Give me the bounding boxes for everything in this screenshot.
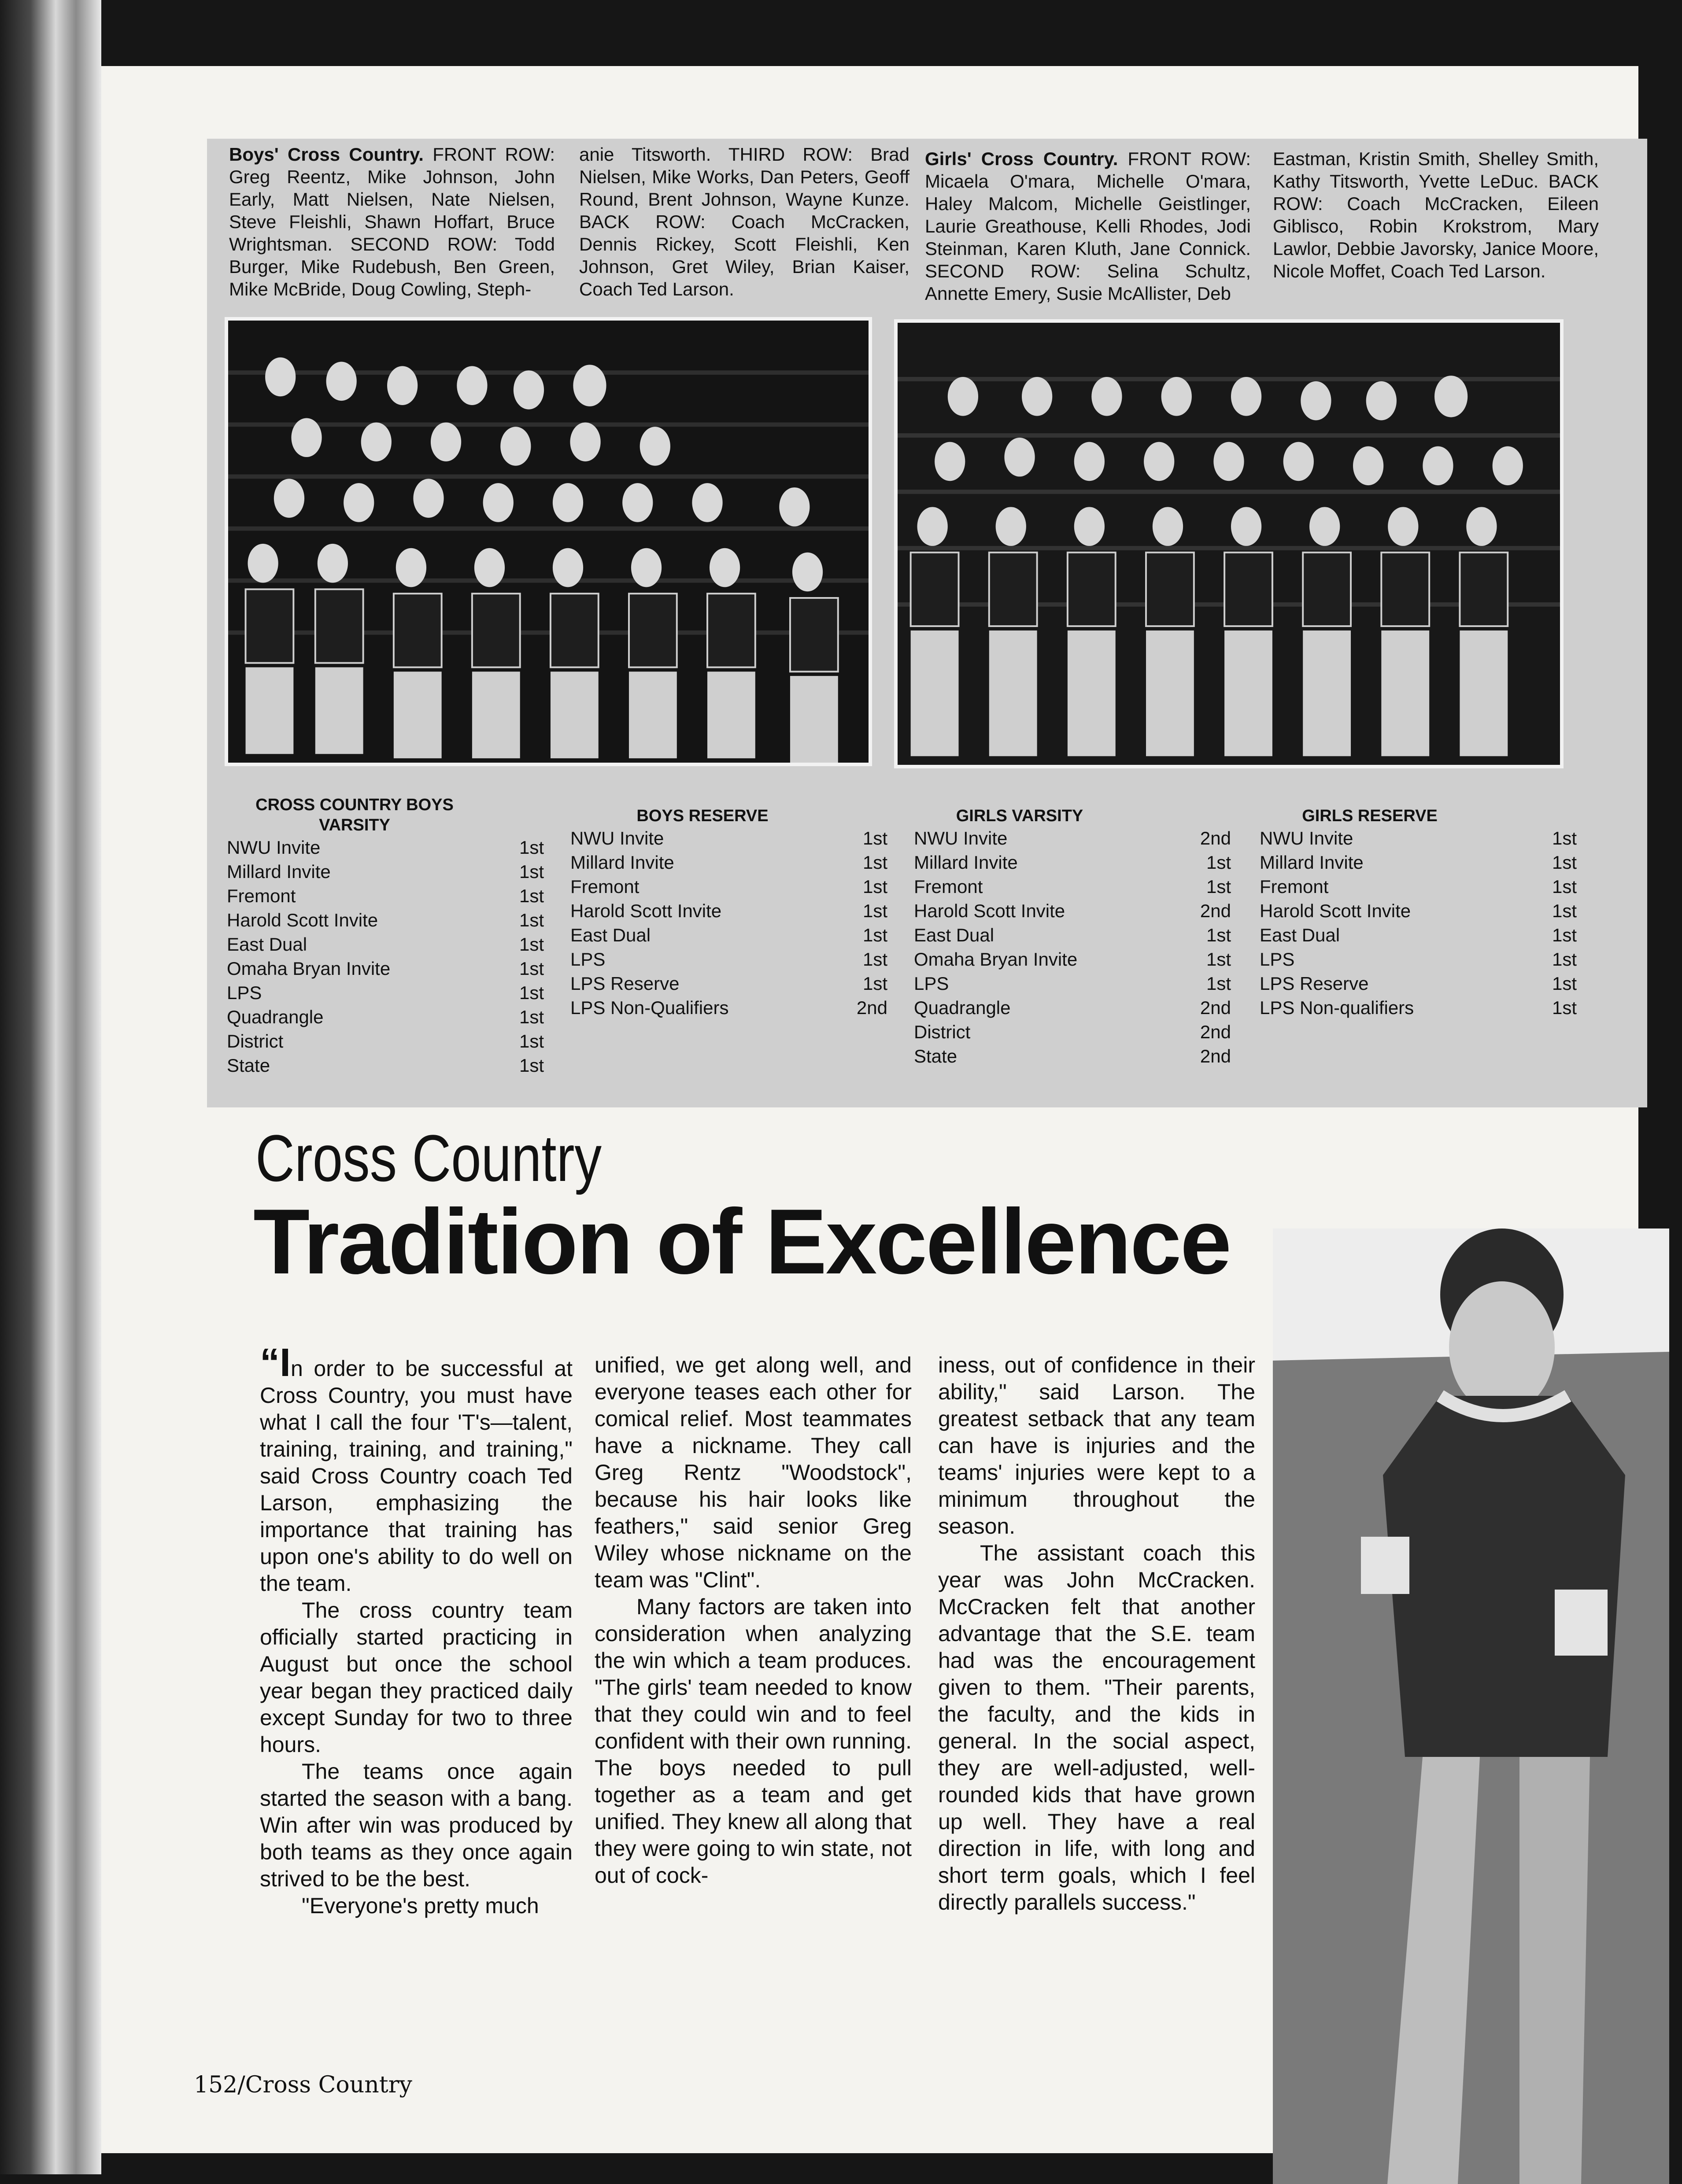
results-girls-reserve (1260, 806, 1577, 1020)
girls-caption-label: Girls' Cross Country. (925, 148, 1118, 169)
girls-team-photo-image (898, 323, 1560, 765)
results-row (1260, 874, 1577, 899)
results-row (914, 850, 1231, 874)
meet-name: LPS Non-Qualifiers (570, 997, 729, 1018)
meet-place: 1st (862, 828, 887, 849)
results-row (227, 835, 544, 860)
meet-place: 2nd (1200, 1022, 1231, 1042)
meet-name: NWU Invite (1260, 828, 1353, 849)
meet-place: 1st (1552, 997, 1577, 1018)
page-folio: 152/Cross Country (194, 2072, 412, 2098)
results-row (914, 996, 1231, 1020)
meet-name: Omaha Bryan Invite (914, 949, 1078, 970)
meet-name: Millard Invite (570, 852, 674, 873)
yearbook-page (101, 66, 1638, 2153)
meet-place: 1st (1552, 925, 1577, 945)
boys-caption-text-2: anie Titsworth. THIRD ROW: Brad Nielsen, Mike Works, Dan Peters, Geoff Round, Brent Johnson, Wayne Kunze. BACK ROW: Coach McCracken, Dennis Rickey, Scott Fleishli, Ken Johnson, Gret Wiley, Brian Kaiser, Coach Ted Larson. (579, 144, 909, 299)
boys-caption-label: Boys' Cross Country. (229, 144, 424, 165)
meet-name: District (914, 1022, 971, 1042)
results-boys-varsity (227, 795, 544, 1077)
results-row (227, 860, 544, 884)
meet-place: 2nd (1200, 828, 1231, 849)
results-row (570, 996, 887, 1020)
meet-place: 1st (519, 1055, 544, 1076)
girls-caption-col2 (1273, 148, 1599, 282)
results-row (914, 899, 1231, 923)
results-row (1260, 971, 1577, 996)
meet-name: Harold Scott Invite (227, 910, 378, 930)
results-row (914, 947, 1231, 971)
results-row (570, 947, 887, 971)
meet-name: LPS (914, 973, 949, 994)
results-row (227, 884, 544, 908)
results-row (570, 899, 887, 923)
results-row (227, 1029, 544, 1053)
results-girls-varsity (914, 806, 1231, 1068)
book-binding (0, 0, 101, 2174)
results-heading: CROSS COUNTRY BOYS VARSITY (255, 796, 454, 834)
meet-place: 1st (862, 973, 887, 994)
drop-letter: I (280, 1341, 291, 1385)
meet-place: 1st (519, 861, 544, 882)
runner-photo-image (1273, 1228, 1669, 2184)
meet-name: Harold Scott Invite (570, 900, 722, 921)
results-row (1260, 850, 1577, 874)
results-row (570, 826, 887, 850)
article-paragraph: "Everyone's pretty much (302, 1893, 539, 1918)
meet-name: Fremont (227, 885, 296, 906)
meet-place: 1st (862, 925, 887, 945)
results-row (1260, 923, 1577, 947)
meet-place: 2nd (1200, 900, 1231, 921)
meet-place: 1st (519, 982, 544, 1003)
boys-team-photo-image (228, 321, 869, 763)
boys-caption-col2 (579, 143, 909, 300)
article-kicker: Cross Country (255, 1121, 602, 1195)
results-rows (227, 835, 544, 1077)
meet-name: LPS Reserve (570, 973, 680, 994)
results-row (570, 971, 887, 996)
results-row (1260, 996, 1577, 1020)
results-row (1260, 826, 1577, 850)
meet-name: Harold Scott Invite (914, 900, 1065, 921)
results-row (227, 908, 544, 932)
article-paragraph: unified, we get along well, and everyone teases each other for comical relief. Most teammates have a nickname. They call Greg Rentz "Woodstock", because his hair looks like feathers," said senior Greg Wiley whose nickname on the team was "Clint". (595, 1353, 912, 1592)
meet-place: 1st (862, 949, 887, 970)
meet-name: State (227, 1055, 270, 1076)
drop-quote: “ (260, 1341, 280, 1385)
meet-place: 1st (1206, 925, 1231, 945)
results-row (914, 971, 1231, 996)
results-row (914, 1044, 1231, 1068)
results-row (227, 956, 544, 981)
results-row (570, 850, 887, 874)
meet-name: LPS (570, 949, 606, 970)
meet-place: 1st (519, 910, 544, 930)
meet-name: Fremont (570, 876, 640, 897)
meet-place: 1st (1552, 949, 1577, 970)
results-row (1260, 947, 1577, 971)
results-heading: GIRLS RESERVE (1302, 807, 1438, 825)
meet-name: Quadrangle (227, 1007, 324, 1027)
meet-name: East Dual (570, 925, 651, 945)
meet-name: District (227, 1031, 284, 1051)
meet-name: Harold Scott Invite (1260, 900, 1411, 921)
meet-place: 1st (1206, 852, 1231, 873)
meet-place: 2nd (856, 997, 887, 1018)
results-heading: BOYS RESERVE (636, 807, 769, 825)
results-row (227, 1053, 544, 1077)
girls-caption-text-1: FRONT ROW: Micaela O'mara, Michelle O'mara, Haley Malcom, Michelle Geistlinger, Laurie Greathouse, Kelli Rhodes, Jodi Steinman, Karen Kluth, Jane Connick. SECOND ROW: Selina Schultz, Annette Emery, Susie McAllister, Deb (925, 148, 1251, 304)
results-row (914, 923, 1231, 947)
meet-place: 1st (1206, 973, 1231, 994)
meet-name: East Dual (1260, 925, 1340, 945)
meet-place: 1st (519, 885, 544, 906)
meet-name: LPS Non-qualifiers (1260, 997, 1414, 1018)
meet-place: 1st (862, 852, 887, 873)
article-paragraph: The cross country team officially started practicing in August but once the school year began they practiced daily except Sunday for two to three hours. (260, 1598, 573, 1757)
meet-place: 1st (1552, 900, 1577, 921)
results-row (570, 874, 887, 899)
girls-caption-text-2: Eastman, Kristin Smith, Shelley Smith, Kathy Titsworth, Yvette LeDuc. BACK ROW: Coach McCracken, Eileen Giblisco, Robin Krokstrom, Mary Lawlor, Debbie Javorsky, Janice Moore, Nicole Moffet, Coach Ted Larson. (1273, 148, 1599, 281)
meet-name: LPS Reserve (1260, 973, 1369, 994)
boys-team-photo (225, 317, 872, 766)
results-boys-reserve (570, 806, 887, 1020)
meet-name: Millard Invite (914, 852, 1018, 873)
results-row (570, 923, 887, 947)
boys-caption-text-1: FRONT ROW: Greg Reentz, Mike Johnson, John Early, Matt Nielsen, Nate Nielsen, Steve Fleishli, Shawn Hoffart, Bruce Wrightsman. SECOND ROW: Todd Burger, Mike Rudebush, Ben Green, Mike McBride, Doug Cowling, Steph- (229, 144, 555, 299)
article-column-3 (938, 1352, 1255, 1916)
results-row (227, 932, 544, 956)
meet-name: State (914, 1046, 957, 1066)
results-row (1260, 899, 1577, 923)
meet-place: 1st (519, 1007, 544, 1027)
article-paragraph: Many factors are taken into consideration when analyzing the win which a team produces. "The girls' team needed to know that they could win and to feel confident with their own running. The boys needed to pull together as a team and get unified. They knew all along that they were going to win state, not out of cock- (595, 1594, 912, 1888)
meet-place: 2nd (1200, 997, 1231, 1018)
article-paragraph: The assistant coach this year was John McCracken. McCracken felt that another advantage that the S.E. team had was the encouragement given to them. "Their parents, the faculty, and the kids in general. In the social aspect, they are well-adjusted, well-rounded kids that have grown up well. They have a real direction in life, with long and short term goals, which I feel directly parallels success." (938, 1541, 1255, 1915)
results-row (914, 874, 1231, 899)
meet-place: 1st (862, 900, 887, 921)
article-paragraph (260, 1341, 573, 1597)
meet-place: 1st (1206, 949, 1231, 970)
meet-place: 1st (1552, 852, 1577, 873)
paragraph-text: n order to be successful at Cross Country, you must have what I call the four 'T's—talent, training, training, and training," said Cross Country coach Ted Larson, emphasizing the importance that training has upon one's ability to do well on the team. (260, 1356, 573, 1596)
meet-place: 1st (519, 934, 544, 955)
meet-name: Fremont (1260, 876, 1329, 897)
results-heading: GIRLS VARSITY (956, 807, 1083, 825)
meet-place: 2nd (1200, 1046, 1231, 1066)
meet-name: NWU Invite (570, 828, 664, 849)
meet-name: Fremont (914, 876, 983, 897)
meet-name: Millard Invite (227, 861, 331, 882)
meet-name: NWU Invite (914, 828, 1008, 849)
meet-name: Quadrangle (914, 997, 1011, 1018)
girls-team-photo (894, 319, 1564, 768)
runner-photo (1273, 1228, 1669, 2184)
boys-caption-col1 (229, 143, 555, 300)
meet-name: Millard Invite (1260, 852, 1364, 873)
results-row (914, 1020, 1231, 1044)
article-column-1 (260, 1341, 573, 1919)
meet-place: 1st (519, 958, 544, 979)
results-row (914, 826, 1231, 850)
article-title: Tradition of Excellence (253, 1190, 1231, 1293)
meet-name: NWU Invite (227, 837, 321, 858)
meet-name: East Dual (914, 925, 994, 945)
meet-place: 1st (1206, 876, 1231, 897)
girls-caption-col1 (925, 148, 1251, 305)
meet-place: 1st (1552, 876, 1577, 897)
article-paragraph: iness, out of confidence in their ability," said Larson. The greatest setback that any team can have is injuries and the teams' injuries were kept to a minimum throughout the season. (938, 1353, 1255, 1538)
article-column-2 (595, 1352, 912, 1889)
meet-place: 1st (1552, 828, 1577, 849)
meet-name: LPS (227, 982, 262, 1003)
meet-place: 1st (862, 876, 887, 897)
meet-place: 1st (519, 1031, 544, 1051)
meet-name: East Dual (227, 934, 307, 955)
meet-place: 1st (519, 837, 544, 858)
results-row (227, 981, 544, 1005)
meet-place: 1st (1552, 973, 1577, 994)
article-paragraph: The teams once again started the season with a bang. Win after win was produced by both teams as they once again strived to be the best. (260, 1759, 573, 1891)
results-row (227, 1005, 544, 1029)
meet-name: LPS (1260, 949, 1295, 970)
meet-name: Omaha Bryan Invite (227, 958, 391, 979)
